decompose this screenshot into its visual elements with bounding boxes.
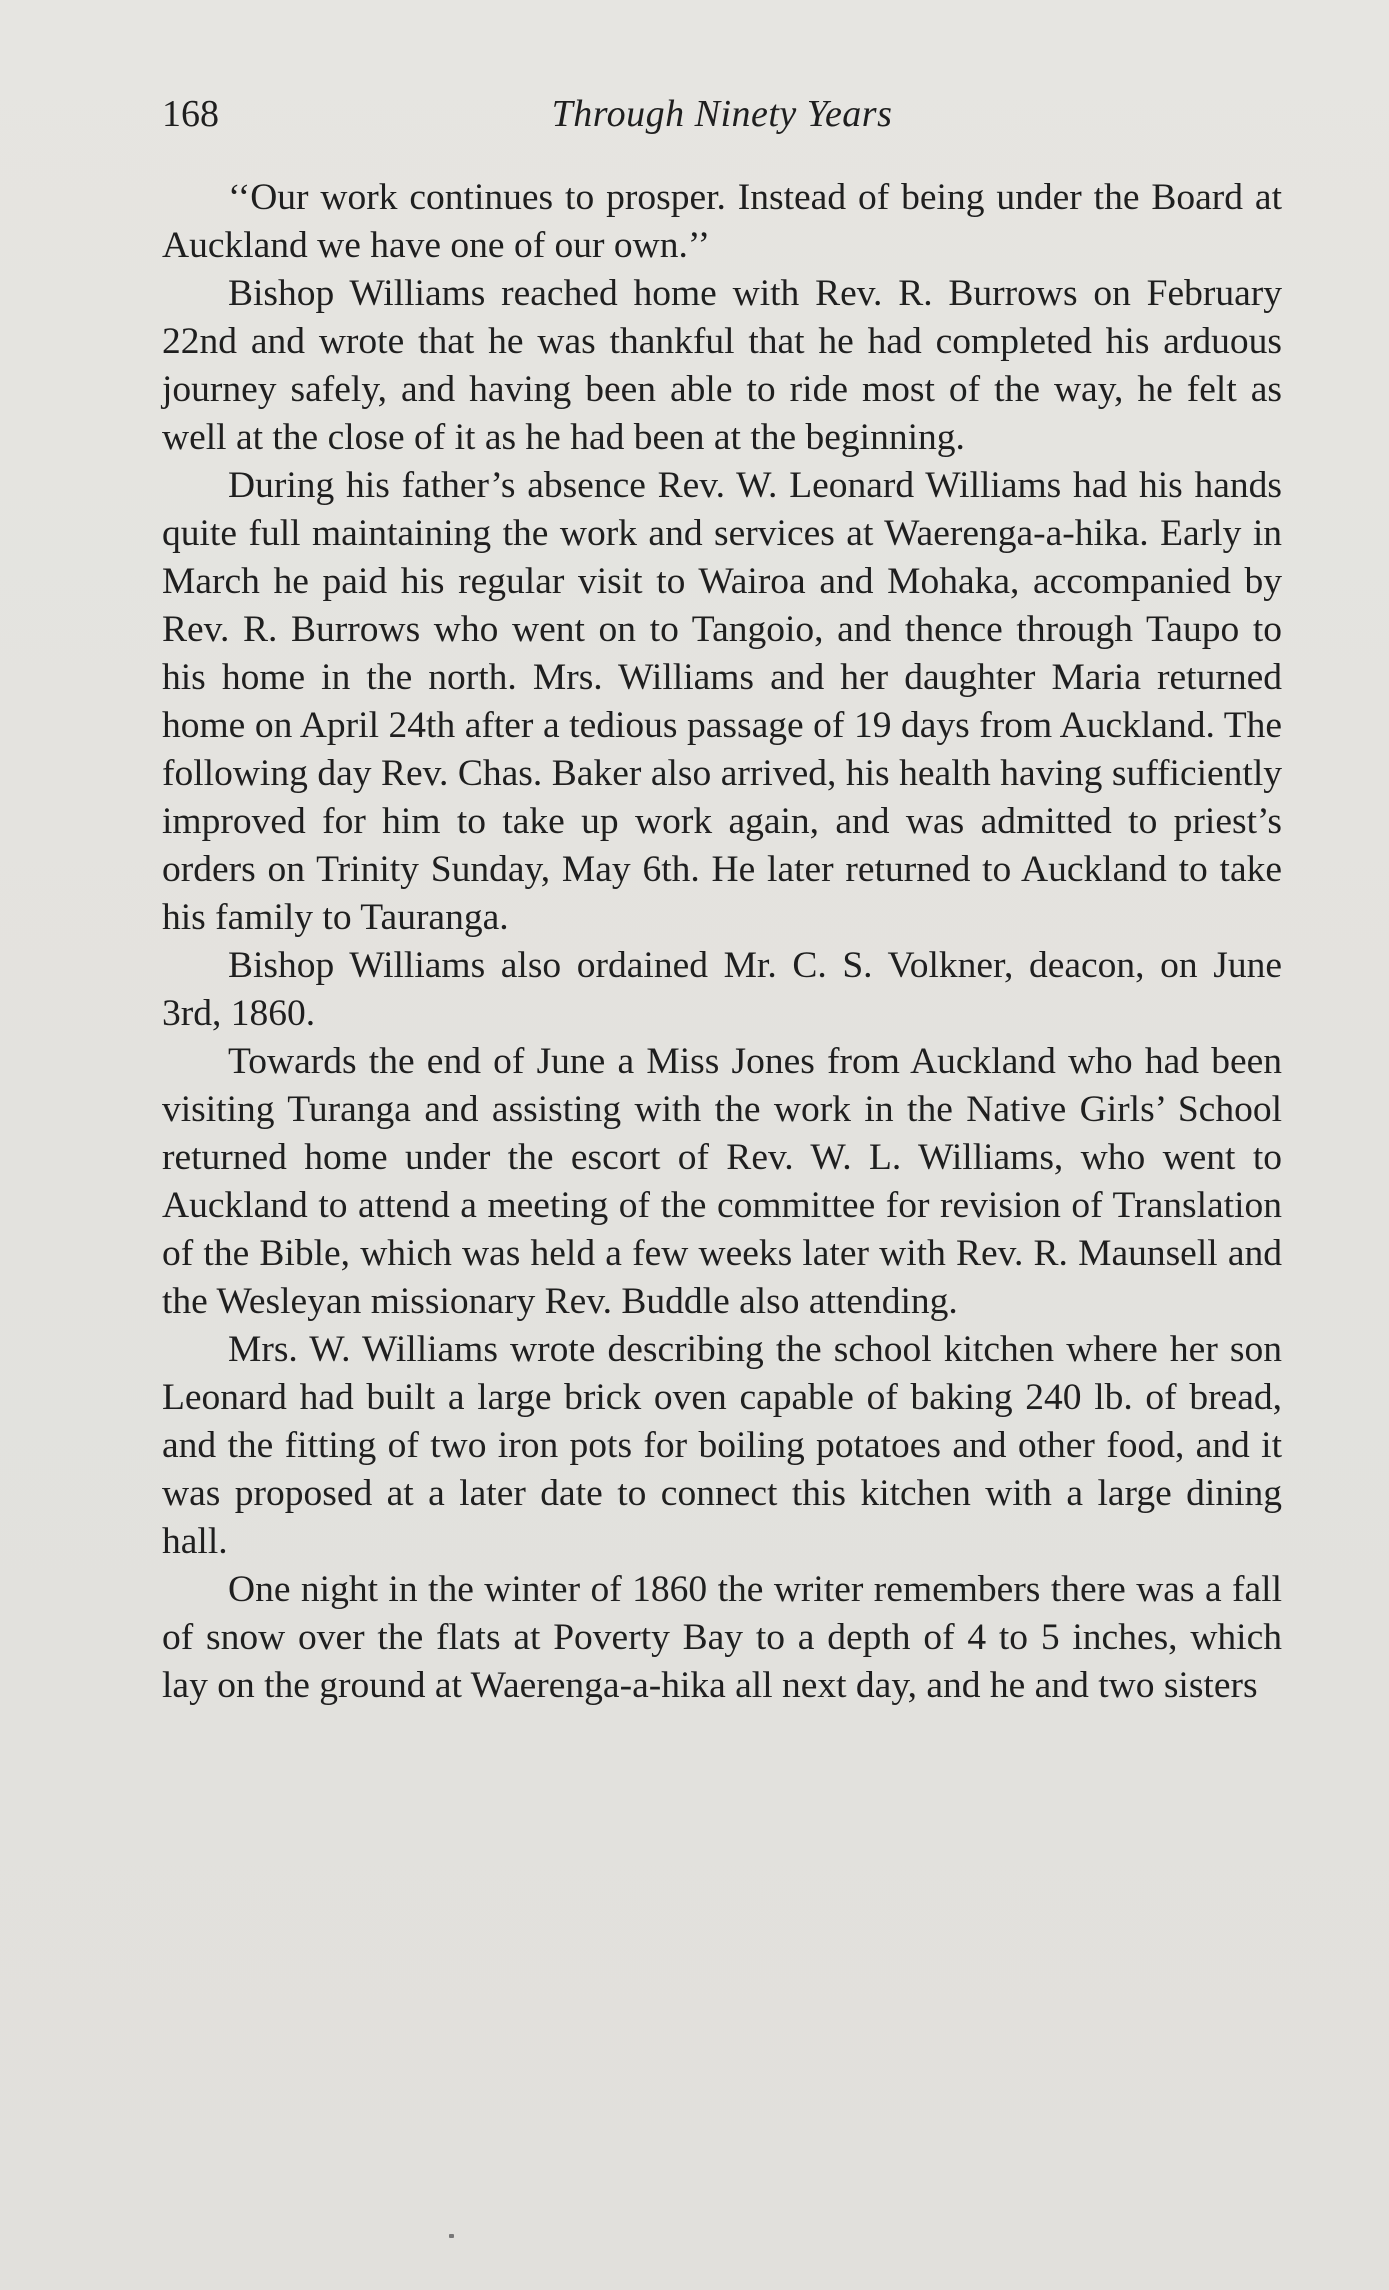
paragraph: Bishop Williams also ordained Mr. C. S. Volkner, deacon, on June 3rd, 1860.	[162, 945, 1282, 1034]
paragraph: Mrs. W. Williams wrote describing the school kitchen where her son Leonard had built a large brick oven capable of baking 240 lb. of bread, and the fitting of two iron pots for boiling potatoes and other food, and it was proposed at a later date to connect this kitchen with a large dining hall.	[162, 1329, 1282, 1562]
page-header	[162, 92, 1282, 152]
paragraph: Bishop Williams reached home with Rev. R. Burrows on February 22nd and wrote that he was thankful that he had completed his arduous journey safely, and having been able to ride most of the way, he felt as well at the close of it as he had been at the beginning.	[162, 273, 1282, 458]
print-speck	[449, 2234, 454, 2238]
paragraph: One night in the winter of 1860 the writer remembers there was a fall of snow over the flats at Poverty Bay to a depth of 4 to 5 inches, which lay on the ground at Waerenga-a-hika all next day, and he and two sisters	[162, 1569, 1282, 1706]
body-text	[162, 174, 1282, 1710]
paragraph: During his father’s absence Rev. W. Leonard Williams had his hands quite full maintaining the work and services at Waerenga-a-hika. Early in March he paid his regular visit to Wairoa and Mohaka, accompanied by Rev. R. Burrows who went on to Tangoio, and thence through Taupo to his home in the north. Mrs. Williams and her daughter Maria returned home on April 24th after a tedious passage of 19 days from Auckland. The following day Rev. Chas. Baker also arrived, his health having sufficiently improved for him to take up work again, and was admitted to priest’s orders on Trinity Sunday, May 6th. He later returned to Auckland to take his family to Tauranga.	[162, 465, 1282, 938]
paragraph: Towards the end of June a Miss Jones from Auckland who had been visiting Turanga and assisting with the work in the Native Girls’ School returned home under the escort of Rev. W. L. Williams, who went to Auckland to attend a meeting of the committee for revision of Translation of the Bible, which was held a few weeks later with Rev. R. Maunsell and the Wesleyan missionary Rev. Buddle also attending.	[162, 1041, 1282, 1322]
paragraph: ‘‘Our work continues to prosper. Instead of being under the Board at Auckland we have one of our own.’’	[162, 177, 1282, 266]
running-title: Through Ninety Years	[551, 93, 893, 135]
page-number: 168	[162, 93, 219, 135]
